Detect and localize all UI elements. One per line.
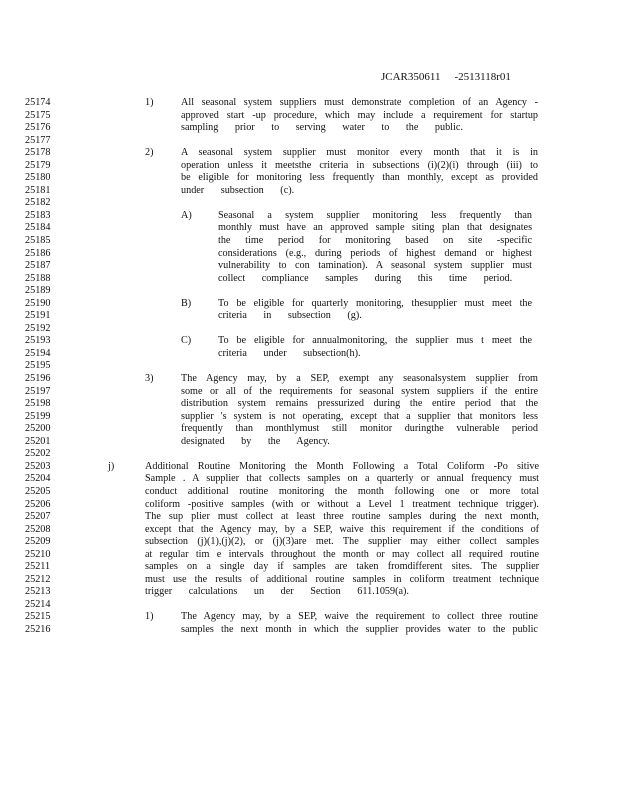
line-text: monthly must have an approved sample siting plan that designates [218,222,533,234]
line-text: be eligible for monitoring less frequently than monthly, except as provided [181,172,539,184]
line-number: 25210 [25,548,51,560]
document-line [0,335,618,348]
document-line [0,235,618,248]
document-line [0,574,618,587]
line-number: 25189 [25,285,51,297]
item-label: A) [181,209,192,221]
line-number: 25213 [25,586,51,598]
document-line [0,536,618,549]
document-line [0,561,618,574]
item-label: j) [108,460,115,472]
line-text: The Agency may, by a SEP, waive the requirement to collect three routine [181,611,538,623]
document-line [0,586,618,599]
document-header [381,71,511,83]
item-label: 1) [145,97,154,108]
document-line [0,398,618,411]
line-text: except that the Agency may, by a SEP, waive this requirement if the conditions of [145,523,540,535]
line-number: 25196 [25,373,51,385]
line-text: Sample . A supplier that collects samples on a quarterly or annual frequency must [145,473,540,485]
document-line [0,210,618,223]
line-number: 25185 [25,235,51,247]
line-text: distribution system remains pressurized during the entire period that the [181,398,538,410]
line-number: 25216 [25,623,51,635]
line-text: The Agency may, by a SEP, exempt any seasonalsystem supplier from [181,373,538,385]
line-text: A seasonal system supplier must monitor every month that it is in [181,147,539,159]
document-line [0,197,618,210]
document-line [0,360,618,373]
line-text: under subsection (c). [181,184,295,196]
document-line [0,248,618,261]
line-number: 25208 [25,523,51,535]
line-text: collect compliance samples during this time period. [218,272,513,284]
item-label: 2) [145,147,154,159]
line-text: vulnerability to con tamination). A seasonal system supplier must [218,260,533,272]
line-number: 25215 [25,611,51,623]
line-text: samples the next month in which the supplier provides water to the public [181,623,538,635]
document-line [0,323,618,336]
line-text: Seasonal a system supplier monitoring less frequently than [218,209,532,221]
line-text: samples on a single day if samples are taken fromdifferent sites. The supplier [145,561,540,573]
line-text: The sup plier must collect at least three routine samples during the next month, [145,511,539,523]
document-line [0,135,618,148]
line-text: at regular tim e intervals throughout the month or may collect all required routine [145,548,539,560]
document-line [0,222,618,235]
document-line [0,97,618,110]
line-text: must use the results of additional routine samples in coliform treatment technique [145,573,540,585]
line-text: sampling prior to serving water to the public. [181,122,463,134]
document-line [0,110,618,123]
item-label: 3) [145,373,154,385]
line-number: 25198 [25,398,51,410]
line-text: the time period for monitoring based on site -specific [218,235,532,247]
line-text: coliform -positive samples (with or without a Level 1 treatment technique trigger). [145,498,539,510]
line-text: Additional Routine Monitoring the Month Following a Total Coliform -Po sitive [145,460,540,472]
line-number: 25193 [25,335,51,347]
document-line [0,524,618,537]
document-version: -2513118r01 [454,71,511,83]
line-number: 25177 [25,134,51,146]
line-number: 25195 [25,360,51,372]
line-number: 25190 [25,297,51,309]
line-number: 25178 [25,147,51,159]
document-line [0,411,618,424]
line-number: 25197 [25,385,51,397]
line-number: 25211 [25,561,51,573]
document-line [0,499,618,512]
line-number: 25205 [25,485,51,497]
line-number: 25183 [25,209,51,221]
document-line [0,473,618,486]
line-number: 25180 [25,172,51,184]
line-text: designated by the Agency. [181,435,330,447]
line-number: 25207 [25,511,51,523]
document-line [0,448,618,461]
line-text: operation unless it meetsthe criteria in subsections (i)(2)(i) through (iii) to [181,159,539,171]
document-line [0,624,618,637]
document-line [0,486,618,499]
item-label: 1) [145,611,154,623]
document-line [0,611,618,624]
item-label: B) [181,297,192,309]
line-number: 25204 [25,473,51,485]
line-number: 25181 [25,184,51,196]
line-number: 25214 [25,598,51,610]
line-text: some or all of the requirements for seasonal system suppliers if the entire [181,385,538,397]
line-number: 25186 [25,247,51,259]
document-line [0,273,618,286]
line-number: 25182 [25,197,51,209]
line-number: 25174 [25,97,51,108]
document-body [0,97,618,637]
line-number: 25209 [25,536,51,548]
line-number: 25188 [25,272,51,284]
line-text: criteria under subsection(h). [218,347,361,359]
line-text: conduct additional routine monitoring the month following one or more total [145,485,540,497]
document-line [0,172,618,185]
line-number: 25199 [25,410,51,422]
line-number: 25200 [25,423,51,435]
line-number: 25175 [25,109,51,121]
document-line [0,185,618,198]
document-line [0,599,618,612]
document-line [0,386,618,399]
item-label: C) [181,335,192,347]
line-number: 25191 [25,310,51,322]
document-line [0,310,618,323]
document-line [0,423,618,436]
line-text: considerations (e.g., during periods of highest demand or highest [218,247,532,259]
document-line [0,348,618,361]
document-line [0,511,618,524]
line-text: All seasonal system suppliers must demonstrate completion of an Agency - [181,97,539,108]
document-line [0,298,618,311]
document-line [0,461,618,474]
document-id: JCAR350611 [381,71,441,83]
document-line [0,260,618,273]
line-text: frequently than monthlymust still monitor duringthe vulnerable period [181,423,538,435]
document-line [0,285,618,298]
line-text: To be eligible for quarterly monitoring, thesupplier must meet the [218,297,533,309]
line-number: 25192 [25,322,51,334]
line-number: 25201 [25,435,51,447]
line-number: 25179 [25,159,51,171]
document-line [0,160,618,173]
document-line [0,147,618,160]
document-line [0,549,618,562]
line-number: 25184 [25,222,51,234]
line-text: trigger calculations un der Section 611.1059(a). [145,586,409,598]
line-text: criteria in subsection (g). [218,310,362,322]
line-number: 25187 [25,260,51,272]
line-number: 25203 [25,460,51,472]
line-text: To be eligible for annualmonitoring, the supplier mus t meet the [218,335,533,347]
line-number: 25176 [25,122,51,134]
document-line [0,436,618,449]
line-text: subsection (j)(1),(j)(2), or (j)(3)are met. The supplier may either collect samples [145,536,539,548]
line-text: supplier 's system is not operating, except that a supplier that monitors less [181,410,538,422]
line-number: 25206 [25,498,51,510]
line-number: 25212 [25,573,51,585]
line-number: 25202 [25,448,51,460]
document-line [0,122,618,135]
document-line [0,373,618,386]
line-number: 25194 [25,347,51,359]
line-text: approved start -up procedure, which may include a requirement for startup [181,109,539,121]
